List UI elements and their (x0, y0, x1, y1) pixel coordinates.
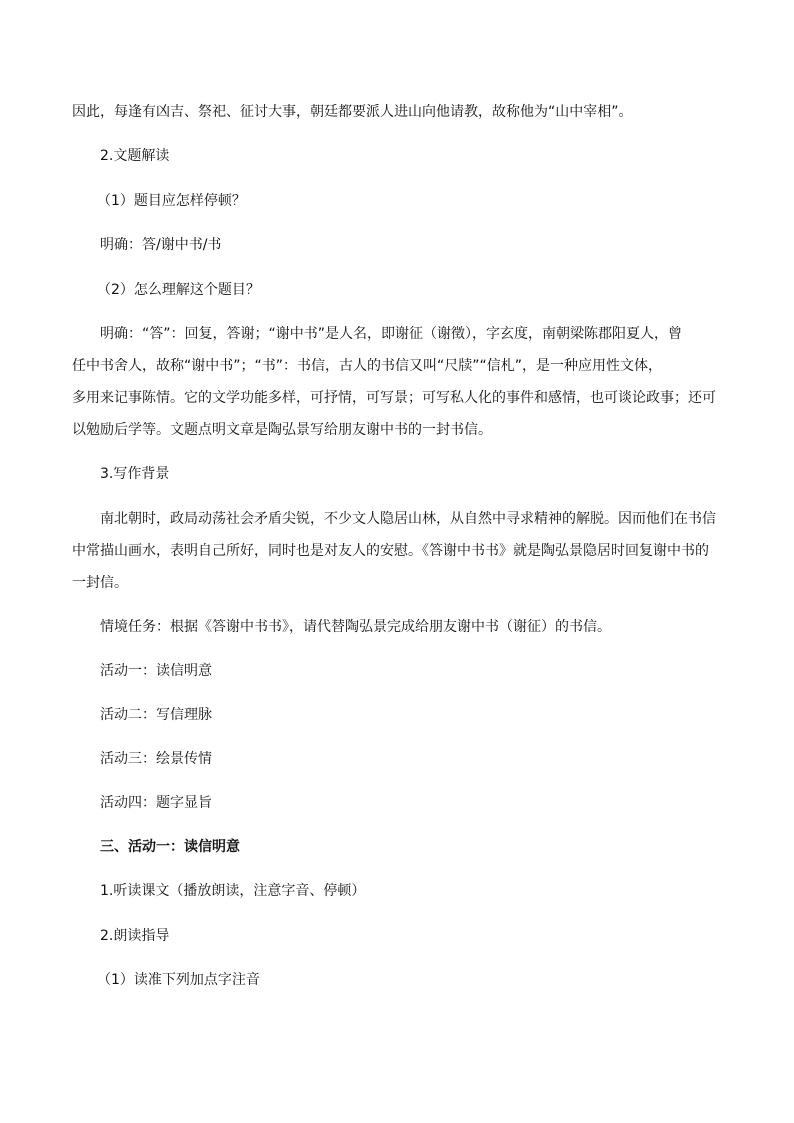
reading-guide-heading: 2.朗读指导 (100, 928, 170, 944)
question-2: （2）怎么理解这个题目？ (97, 282, 260, 298)
activity-1: 活动一：读信明意 (100, 663, 212, 679)
heading-title-reading: 2.文题解读 (100, 148, 170, 164)
heading-background: 3.写作背景 (100, 466, 170, 482)
listen-instruction: 1.听读课文（播放朗读，注意字音、停顿） (100, 883, 366, 899)
intro-paragraph: 因此，每逢有凶吉、祭祀、征讨大事，朝廷都要派人进山向他请教，故称他为“山中宰相”。 (72, 104, 633, 120)
activity-4: 活动四：题字显旨 (100, 795, 212, 811)
background-line: 南北朝时，政局动荡社会矛盾尖锐，不少文人隐居山林，从自然中寻求精神的解脱。因而他们在书信 (100, 511, 716, 527)
activity-2: 活动二：写信理脉 (100, 707, 212, 723)
section-3-heading: 三、活动一：读信明意 (100, 839, 240, 855)
background-line: 一封信。 (72, 575, 128, 591)
background-line: 中常描山画水，表明自己所好，同时也是对友人的安慰。《答谢中书书》就是陶弘景隐居时回复谢中书的 (72, 543, 709, 559)
answer-2-line: 以勉励后学等。文题点明文章是陶弘景写给朋友谢中书的一封书信。 (72, 422, 492, 438)
activity-3: 活动三：绘景传情 (100, 751, 212, 767)
pronunciation-subheading: （1）读准下列加点字注音 (97, 972, 260, 988)
answer-2-line: 明确：“答”：回复，答谢；“谢中书”是人名，即谢征（谢徵），字玄度，南朝梁陈郡阳夏人，曾 (100, 326, 683, 342)
question-1: （1）题目应怎样停顿？ (97, 193, 246, 209)
answer-1: 明确：答/谢中书/书 (100, 237, 222, 253)
answer-2-line: 多用来记事陈情。它的文学功能多样，可抒情，可写景；可写私人化的事件和感情，也可谈论政事；还可 (72, 390, 716, 406)
task-statement: 情境任务：根据《答谢中书书》，请代替陶弘景完成给朋友谢中书（谢征）的书信。 (100, 619, 611, 635)
answer-2-line: 任中书舍人，故称“谢中书”；“书”：书信，古人的书信又叫“尺牍”“信札”，是一种应用性文体， (72, 358, 663, 374)
